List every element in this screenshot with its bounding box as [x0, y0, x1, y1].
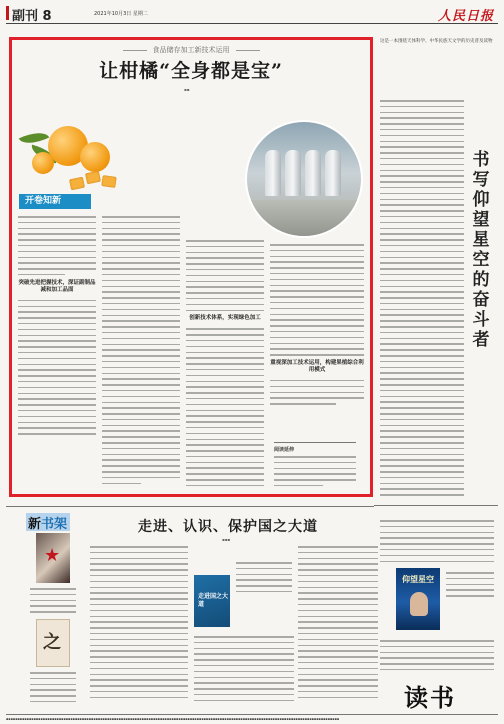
- orange-fruit: [80, 142, 110, 172]
- right-text-column-2: [380, 520, 494, 566]
- book-caption-1: [30, 588, 76, 617]
- orange-candy: [85, 171, 101, 185]
- star-icon: ★: [44, 545, 61, 566]
- vertical-article-title: 书写仰望星空的奋斗者: [472, 150, 490, 350]
- divider: [374, 505, 498, 506]
- tag-part-shelf: 书架: [41, 517, 68, 532]
- bottom-headline: 走进、认识、保护国之大道: [138, 519, 318, 535]
- bottom-text-column-3: [298, 546, 378, 703]
- reading-box: [274, 442, 356, 486]
- page-footer: ▪▪▪▪▪▪▪▪▪▪▪▪▪▪▪▪▪▪▪▪▪▪▪▪▪▪▪▪▪▪▪▪▪▪▪▪▪▪▪▪▪▪▪▪▪▪▪▪▪▪▪▪▪▪▪▪▪▪▪▪▪▪▪▪▪▪▪▪▪▪▪▪▪▪▪▪▪▪▪▪▪▪▪▪▪▪▪▪▪▪▪▪▪▪▪▪▪▪▪▪▪▪▪▪▪▪▪▪▪▪▪▪▪▪▪▪▪▪▪▪▪▪▪▪▪▪▪▪▪▪▪▪▪▪▪▪▪▪▪▪▪▪▪▪▪: [6, 714, 498, 721]
- text-column-1: [18, 216, 96, 439]
- orange-candy: [69, 177, 85, 191]
- newspaper-logo: 人民日报: [437, 9, 494, 24]
- book-caption-4: [446, 572, 494, 601]
- bottom-text-column-2: [194, 636, 294, 706]
- tag-underline: [19, 208, 91, 209]
- issue-date: 2021年10月3日 星期二: [94, 11, 148, 17]
- book-cover-3-title: 走进国之大道: [198, 593, 229, 608]
- orange-candy: [101, 175, 116, 188]
- text-column-4: [270, 244, 364, 409]
- new-books-tag: [28, 513, 67, 532]
- subhead: 创新技术体系，实现绿色加工: [189, 315, 261, 322]
- subhead: 突破先进把握技术，深证副制品减和加工品面: [18, 279, 96, 293]
- book-cover-4-title: 仰望星空: [402, 574, 434, 584]
- book-cover-2: 之: [36, 619, 70, 667]
- book-caption-2: [30, 672, 76, 707]
- tag-part-new: 新: [28, 517, 42, 532]
- divider: [6, 506, 374, 507]
- section-marker: [6, 6, 9, 20]
- text-column-3: [186, 240, 264, 491]
- calligraphy-title: 读书: [404, 683, 456, 712]
- article-headline: 让柑橘“全身都是宝”: [99, 60, 283, 82]
- article-byline: ▪▪: [184, 87, 190, 92]
- subhead: 重视深加工技术运用，构建果植综合利用模式: [270, 359, 364, 373]
- reading-box-title: 阅读延伸: [274, 447, 295, 453]
- article-kicker: 食品储存加工新技术运用: [12, 45, 370, 55]
- book-cover-1: [36, 533, 70, 583]
- column-tag: 开卷知新: [19, 194, 91, 208]
- portrait: [410, 592, 428, 616]
- section-label: 副刊 8: [12, 9, 52, 24]
- right-column-note: 这是一本围绕天体科学、中华民族天文学的历史普及读物: [380, 39, 493, 44]
- right-text-column-1: [380, 100, 464, 500]
- highlighted-article[interactable]: [9, 37, 373, 497]
- right-text-column-3: [380, 640, 494, 675]
- factory-photo: [245, 120, 363, 238]
- page-header: [6, 4, 498, 24]
- bottom-text-column-1: [90, 546, 188, 703]
- orange-fruit: [32, 152, 54, 174]
- book-caption-3: [236, 562, 292, 597]
- book-cover-3: [194, 575, 230, 627]
- book-cover-4: [396, 568, 440, 630]
- text-column-2: [102, 216, 180, 488]
- bottom-byline: ▪▪▪: [222, 537, 231, 542]
